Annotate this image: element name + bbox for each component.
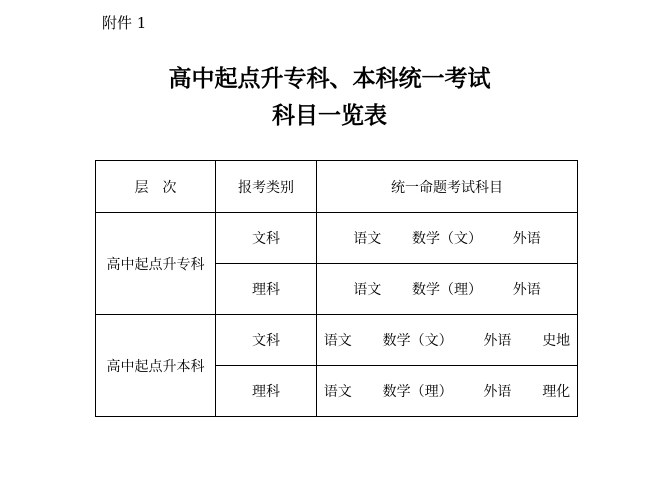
header-subjects: 统一命题考试科目 bbox=[317, 161, 578, 213]
subjects-cell bbox=[317, 315, 578, 366]
subject-item: 外语 bbox=[512, 231, 541, 247]
subject-item: 数学（文） bbox=[382, 333, 453, 349]
subject-item: 史地 bbox=[542, 333, 571, 349]
document-title-line-2: 科目一览表 bbox=[272, 102, 387, 129]
subject-item: 数学（理） bbox=[382, 384, 453, 400]
subject-item: 语文 bbox=[353, 282, 382, 298]
subject-item: 数学（理） bbox=[412, 282, 482, 298]
subject-item: 数学（文） bbox=[412, 231, 482, 247]
attachment-label: 附件 1 bbox=[102, 14, 147, 32]
subject-item: 外语 bbox=[483, 384, 512, 400]
subjects-cell bbox=[317, 264, 578, 315]
document-title-line-1: 高中起点升专科、本科统一考试 bbox=[168, 65, 491, 92]
subject-item: 外语 bbox=[483, 333, 512, 349]
header-level: 层 次 bbox=[96, 161, 216, 213]
level-cell: 高中起点升专科 bbox=[96, 213, 216, 315]
category-cell: 文科 bbox=[216, 315, 317, 366]
category-cell: 理科 bbox=[216, 264, 317, 315]
level-cell: 高中起点升本科 bbox=[96, 315, 216, 417]
subject-item: 语文 bbox=[323, 333, 352, 349]
subjects-cell bbox=[317, 213, 578, 264]
subjects-cell bbox=[317, 366, 578, 417]
subject-item: 语文 bbox=[323, 384, 352, 400]
table-header-row bbox=[96, 161, 578, 213]
subject-item: 语文 bbox=[353, 231, 382, 247]
table-row bbox=[96, 213, 578, 264]
table-row bbox=[96, 315, 578, 366]
subject-item: 外语 bbox=[512, 282, 541, 298]
subjects-table bbox=[95, 160, 578, 417]
category-cell: 文科 bbox=[216, 213, 317, 264]
category-cell: 理科 bbox=[216, 366, 317, 417]
header-category: 报考类别 bbox=[216, 161, 317, 213]
subject-item: 理化 bbox=[542, 384, 571, 400]
